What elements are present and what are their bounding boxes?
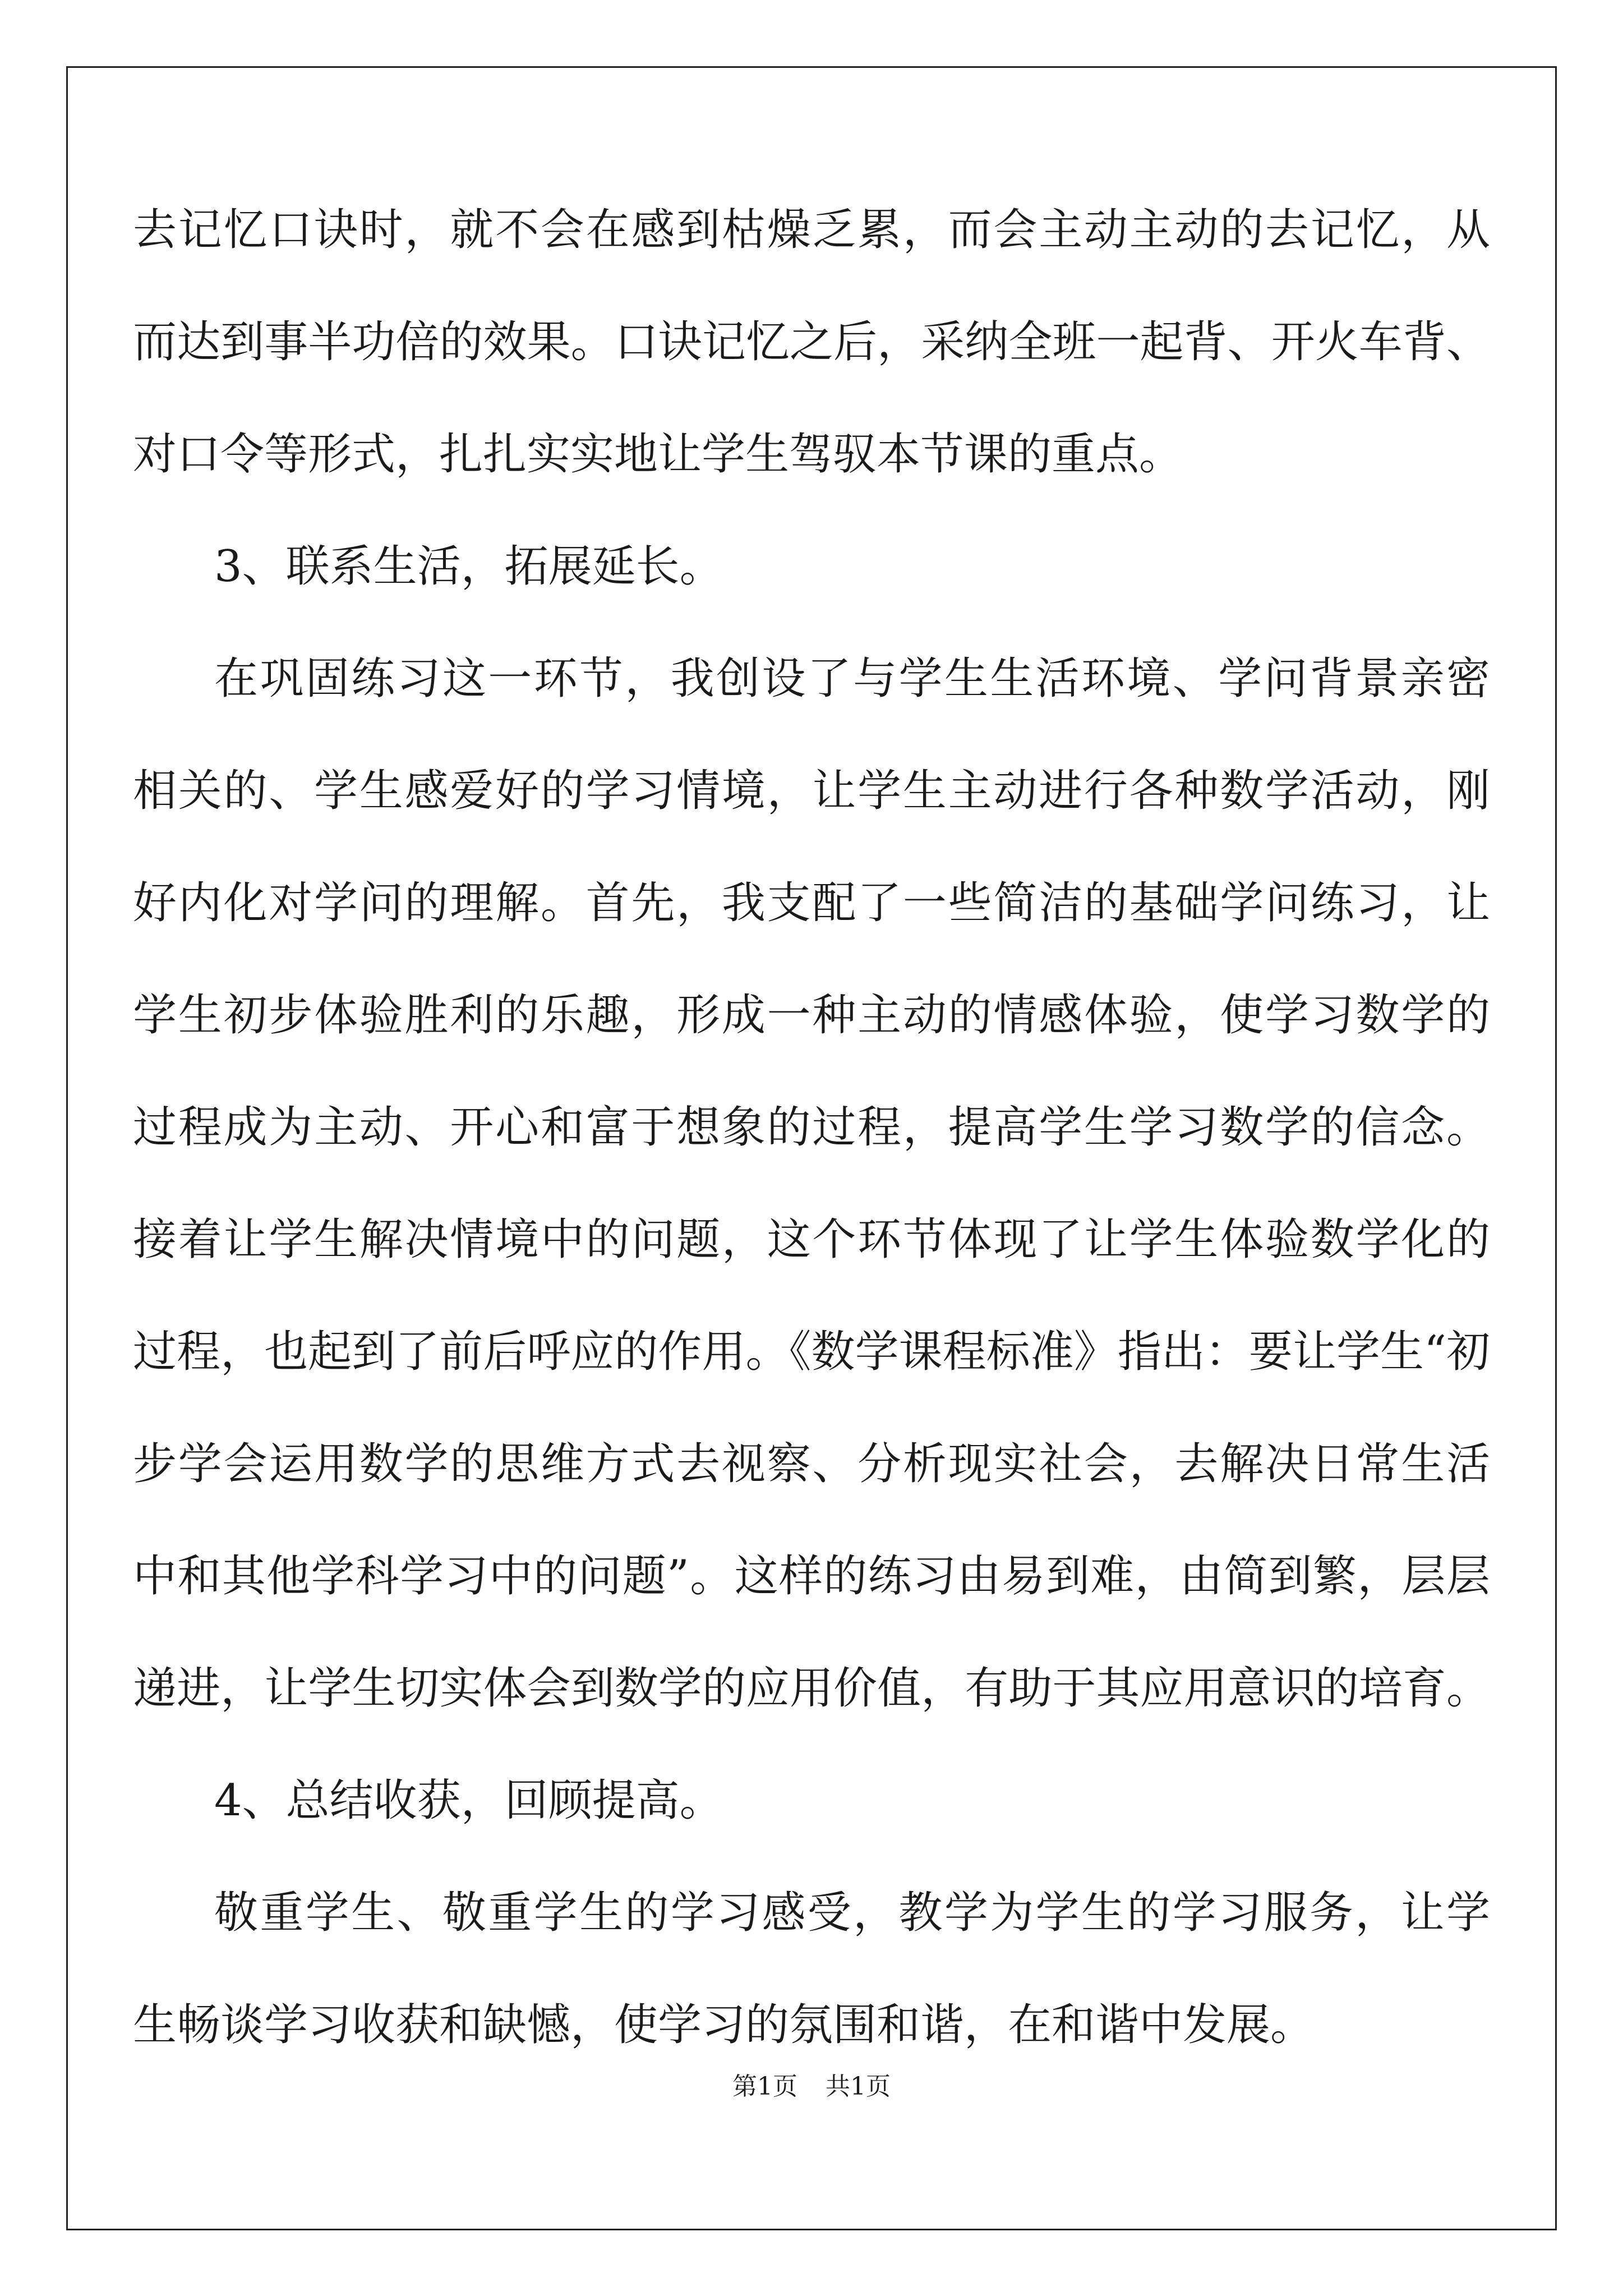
text-line: 对口令等形式，扎扎实实地让学生驾驭本节课的重点。 bbox=[133, 429, 1183, 480]
text-line: 4、总结收获，回顾提高。 bbox=[214, 1775, 723, 1826]
text-line: 接着让学生解决情境中的问题，这个环节体现了让学生体验数学化的 bbox=[133, 1214, 1490, 1265]
text-line: 在巩固练习这一环节，我创设了与学生生活环境、学问背景亲密 bbox=[214, 654, 1490, 704]
text-line: 步学会运用数学的思维方式去视察、分析现实社会，去解决日常生活 bbox=[133, 1439, 1490, 1489]
text-line: 相关的、学生感爱好的学习情境，让学生主动进行各种数学活动，刚 bbox=[133, 766, 1490, 816]
text-line: 好内化对学问的理解。首先，我支配了一些简洁的基础学问练习，让 bbox=[133, 878, 1490, 928]
page-number: 第1页 bbox=[732, 2072, 797, 2101]
page-footer bbox=[0, 2070, 1623, 2104]
document-body bbox=[133, 202, 1490, 2109]
text-line: 过程，也起到了前后呼应的作用。《数学课程标准》指出：要让学生“初 bbox=[133, 1327, 1490, 1377]
text-line: 递进，让学生切实体会到数学的应用价值，有助于其应用意识的培育。 bbox=[133, 1663, 1490, 1714]
text-line: 去记忆口诀时，就不会在感到枯燥乏累，而会主动主动的去记忆，从 bbox=[133, 205, 1490, 255]
text-line: 生畅谈学习收获和缺憾，使学习的氛围和谐，在和谐中发展。 bbox=[133, 2000, 1315, 2050]
text-line: 学生初步体验胜利的乐趣，形成一种主动的情感体验，使学习数学的 bbox=[133, 990, 1490, 1041]
text-line: 敬重学生、敬重学生的学习感受，教学为学生的学习服务，让学 bbox=[214, 1888, 1490, 1938]
text-line: 过程成为主动、开心和富于想象的过程，提高学生学习数学的信念。 bbox=[133, 1102, 1490, 1153]
text-line: 而达到事半功倍的效果。口诀记忆之后，采纳全班一起背、开火车背、 bbox=[133, 317, 1490, 367]
text-line: 中和其他学科学习中的问题”。这样的练习由易到难，由简到繁，层层 bbox=[133, 1551, 1490, 1602]
page-total: 共1页 bbox=[826, 2072, 891, 2101]
text-line: 3、联系生活，拓展延长。 bbox=[214, 541, 723, 592]
